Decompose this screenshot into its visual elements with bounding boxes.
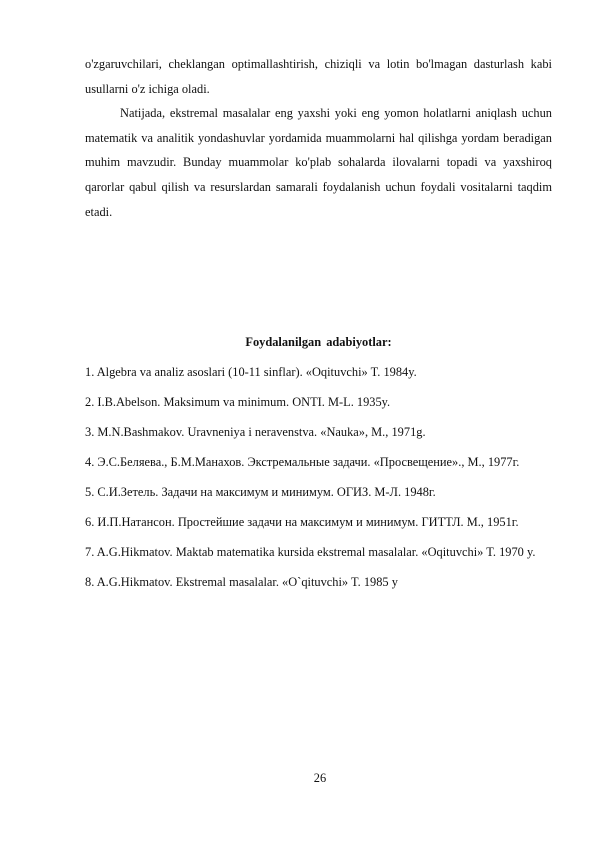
blank-space [85,224,552,330]
page-number: 26 [313,771,327,785]
reference-item: 6. И.П.Натансон. Простейшие задачи на максимум и минимум. ГИТТЛ. М., 1951г. [85,515,519,530]
reference-item: 1. Algebra va analiz asoslari (10-11 sinflar). «Oqituvchi» T. 1984y. [85,365,417,380]
body-paragraph-conclusion: Natijada, ekstremal masalalar eng yaxshi yoki eng yomon holatlarni aniqlash uchun matematik va analitik yondashuvlar yordamida muammolarni hal qilishga yordam beradigan muhim mavzudir. Bunday muammolar ko'plab sohalarda ilovalarni topadi va yaxshiroq qarorlar qabul qilish va resurslardan samarali foydalanish uchun foydali vositalarni taqdim etadi. [85,106,552,219]
reference-item: 4. Э.С.Беляева., Б.М.Манахов. Экстремальные задачи. «Просвещение»., М., 1977г. [85,455,520,470]
page-content [85,52,552,602]
reference-item: 5. С.И.Зетель. Задачи на максимум и минимум. ОГИЗ. М-Л. 1948г. [85,485,436,500]
reference-list [85,362,552,592]
body-paragraph-continued: o'zgaruvchilari, cheklangan optimallashtirish, chiziqli va lotin bo'lmagan dasturlash kabi usullarni o'z ichiga oladi. [85,57,552,96]
references-heading: Foydalanilgan adabiyotlar: [245,335,392,350]
reference-item: 7. A.G.Hikmatov. Maktab matematika kursida ekstremal masalalar. «Oqituvchi» T. 1970 y. [85,545,536,560]
reference-item: 2. I.B.Abelson. Maksimum va minimum. ONTI. M-L. 1935y. [85,395,391,410]
heading-gap [85,354,552,362]
reference-item: 8. A.G.Hikmatov. Ekstremal masalalar. «O`qituvchi» T. 1985 y [85,575,398,590]
reference-item: 3. M.N.Bashmakov. Uravneniya i neravenstva. «Nauka», M., 1971g. [85,425,426,440]
